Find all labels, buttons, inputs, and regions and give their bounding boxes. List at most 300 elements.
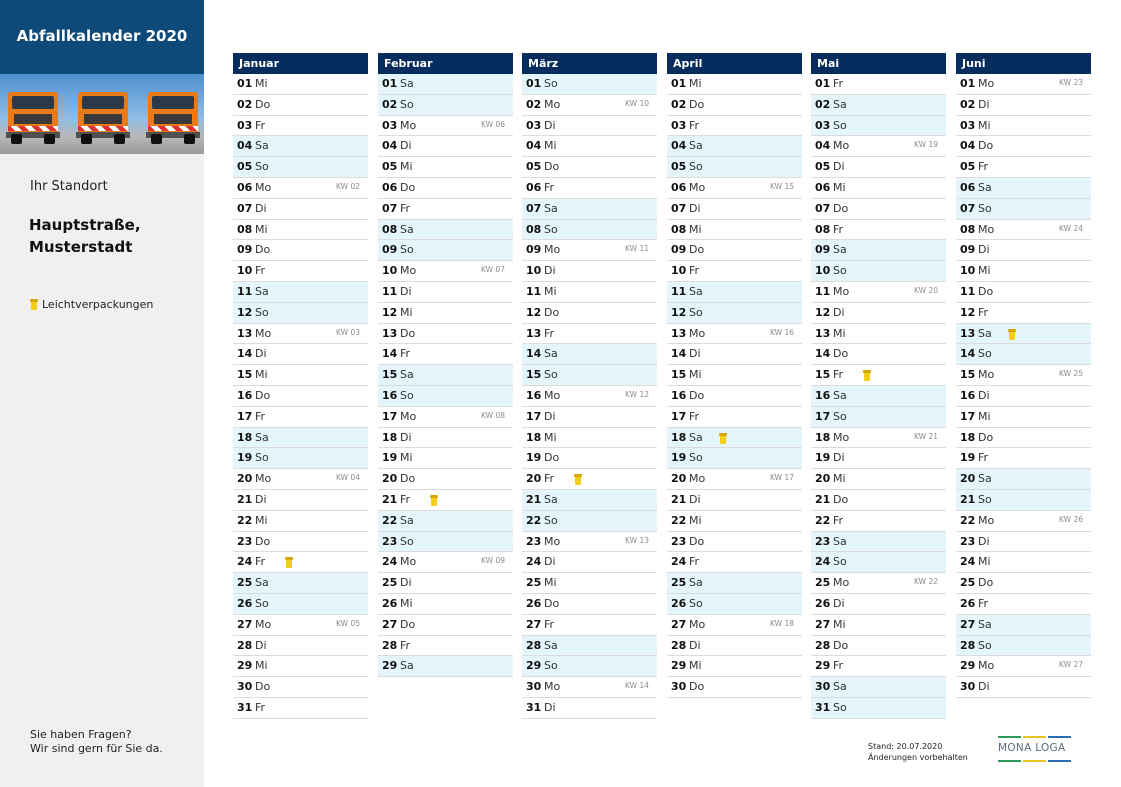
day-number: 23 (671, 534, 687, 548)
truck-illustration (72, 90, 134, 144)
weekday: So (689, 451, 703, 465)
day-number: 14 (815, 347, 831, 361)
day-number: 30 (815, 680, 831, 694)
month-column (378, 53, 513, 677)
day-row (522, 448, 657, 469)
weekday: So (833, 409, 847, 423)
day-number: 21 (815, 492, 831, 506)
day-number: 18 (237, 430, 253, 444)
weekday: Sa (978, 617, 992, 631)
weekday: Di (544, 555, 556, 569)
weekday: Do (833, 201, 849, 215)
weekday: So (833, 700, 847, 714)
day-number: 22 (960, 513, 976, 527)
day-number: 22 (671, 513, 687, 527)
weekday: So (978, 347, 992, 361)
day-number: 13 (382, 326, 398, 340)
day-number: 23 (960, 534, 976, 548)
weekday: Sa (689, 284, 703, 298)
logo-bar (1023, 760, 1046, 762)
day-number: 08 (237, 222, 253, 236)
weekday: Do (689, 243, 705, 257)
day-row (667, 365, 802, 386)
day-row (811, 448, 946, 469)
weekday: Di (689, 347, 701, 361)
weekday: Do (255, 534, 271, 548)
month-column (522, 53, 657, 719)
day-number: 07 (671, 201, 687, 215)
day-number: 28 (960, 638, 976, 652)
day-row (378, 636, 513, 657)
weekday: Fr (833, 368, 844, 382)
day-number: 23 (382, 534, 398, 548)
day-row (233, 344, 368, 365)
day-number: 18 (815, 430, 831, 444)
day-row (233, 74, 368, 95)
day-row (378, 74, 513, 95)
weekday: Do (255, 388, 271, 402)
weekday: Sa (255, 139, 269, 153)
day-number: 25 (382, 576, 398, 590)
day-number: 11 (671, 284, 687, 298)
day-row (522, 636, 657, 657)
day-number: 21 (960, 492, 976, 506)
day-row (378, 220, 513, 241)
weekday: Mi (400, 305, 413, 319)
calendar-week-label: KW 20 (914, 285, 938, 295)
day-number: 27 (237, 617, 253, 631)
weekday: Fr (255, 555, 266, 569)
day-row (522, 677, 657, 698)
weekday: So (689, 160, 703, 174)
day-number: 24 (960, 555, 976, 569)
day-number: 09 (382, 243, 398, 257)
weekday: Mo (978, 222, 995, 236)
weekday: Sa (689, 430, 703, 444)
weekday: Mi (689, 659, 702, 673)
day-number: 23 (526, 534, 542, 548)
day-row (667, 282, 802, 303)
day-number: 21 (526, 492, 542, 506)
weekday: Do (255, 680, 271, 694)
day-row (233, 157, 368, 178)
day-number: 10 (526, 264, 542, 278)
weekday: Fr (544, 326, 555, 340)
day-row (811, 136, 946, 157)
day-row (956, 324, 1091, 345)
day-number: 21 (237, 492, 253, 506)
day-row (667, 532, 802, 553)
day-row (667, 344, 802, 365)
day-row (233, 490, 368, 511)
weekday: Mo (978, 77, 995, 90)
day-number: 17 (237, 409, 253, 423)
day-number: 24 (237, 555, 253, 569)
day-row (522, 220, 657, 241)
weekday: Di (833, 305, 845, 319)
day-row (522, 116, 657, 137)
day-row (956, 178, 1091, 199)
yellow-bin-icon (285, 557, 293, 568)
day-number: 10 (815, 264, 831, 278)
day-number: 02 (671, 97, 687, 111)
day-number: 23 (815, 534, 831, 548)
day-row (378, 511, 513, 532)
day-number: 06 (237, 180, 253, 194)
weekday: Sa (833, 388, 847, 402)
day-row (378, 552, 513, 573)
day-number: 01 (671, 77, 687, 90)
day-number: 10 (237, 264, 253, 278)
day-row (667, 552, 802, 573)
day-row (956, 677, 1091, 698)
weekday: Mo (833, 284, 850, 298)
day-row (233, 469, 368, 490)
calendar-week-label: KW 07 (481, 265, 505, 275)
day-number: 22 (526, 513, 542, 527)
day-number: 29 (815, 659, 831, 673)
day-number: 04 (960, 139, 976, 153)
weekday: Di (689, 638, 701, 652)
calendar-week-label: KW 25 (1059, 369, 1083, 379)
day-number: 05 (237, 160, 253, 174)
weekday: Mi (689, 77, 702, 90)
weekday: So (689, 596, 703, 610)
day-number: 05 (671, 160, 687, 174)
day-number: 08 (960, 222, 976, 236)
weekday: Mo (978, 513, 995, 527)
day-row (811, 594, 946, 615)
weekday: So (400, 534, 414, 548)
day-number: 28 (526, 638, 542, 652)
truck-illustration (2, 90, 64, 144)
weekday: Sa (400, 659, 414, 673)
weekday: Fr (689, 264, 700, 278)
day-number: 21 (671, 492, 687, 506)
weekday: Sa (400, 222, 414, 236)
month-column (667, 53, 802, 698)
weekday: Do (400, 180, 416, 194)
stand-date: Stand: 20.07.2020 (868, 742, 943, 751)
company-logo (998, 736, 1072, 762)
day-number: 29 (526, 659, 542, 673)
calendar-week-label: KW 19 (914, 140, 938, 150)
day-number: 20 (671, 472, 687, 486)
weekday: Mi (544, 576, 557, 590)
day-number: 06 (960, 180, 976, 194)
day-number: 12 (960, 305, 976, 319)
weekday: Mi (400, 451, 413, 465)
day-number: 01 (815, 77, 831, 90)
weekday: So (978, 492, 992, 506)
day-number: 14 (237, 347, 253, 361)
day-row (233, 261, 368, 282)
sidebar-header (0, 0, 204, 74)
day-number: 15 (382, 368, 398, 382)
day-number: 26 (815, 596, 831, 610)
day-row (233, 407, 368, 428)
day-row (956, 157, 1091, 178)
day-row (378, 324, 513, 345)
weekday: Sa (833, 534, 847, 548)
day-row (956, 199, 1091, 220)
truck-illustration (142, 90, 204, 144)
weekday: Fr (833, 222, 844, 236)
weekday: Do (689, 388, 705, 402)
weekday: Sa (400, 513, 414, 527)
day-number: 26 (382, 596, 398, 610)
day-number: 04 (526, 139, 542, 153)
weekday: Sa (689, 576, 703, 590)
calendar-week-label: KW 11 (625, 244, 649, 254)
calendar-week-label: KW 27 (1059, 660, 1083, 670)
calendar-week-label: KW 18 (770, 618, 794, 628)
day-row (378, 469, 513, 490)
day-row (378, 95, 513, 116)
yellow-bin-icon (430, 495, 438, 506)
weekday: Fr (400, 492, 411, 506)
weekday: Mi (544, 284, 557, 298)
weekday: Mo (544, 97, 561, 111)
weekday: Sa (544, 201, 558, 215)
yellow-bin-icon (1008, 329, 1016, 340)
weekday: Di (978, 534, 990, 548)
day-row (233, 428, 368, 449)
month-column (233, 53, 368, 719)
day-row (667, 199, 802, 220)
day-number: 13 (960, 326, 976, 340)
day-row (956, 344, 1091, 365)
day-row (378, 136, 513, 157)
day-row (811, 677, 946, 698)
day-row (522, 407, 657, 428)
day-number: 13 (671, 326, 687, 340)
day-number: 12 (237, 305, 253, 319)
weekday: Fr (400, 347, 411, 361)
month-header: Februar (378, 53, 513, 74)
day-row (956, 407, 1091, 428)
day-row (811, 95, 946, 116)
day-row (956, 469, 1091, 490)
month-header: Januar (233, 53, 368, 74)
calendar-week-label: KW 06 (481, 119, 505, 129)
day-row (811, 220, 946, 241)
day-number: 04 (382, 139, 398, 153)
day-number: 12 (815, 305, 831, 319)
day-row (522, 656, 657, 677)
day-row (378, 386, 513, 407)
weekday: Mo (689, 180, 706, 194)
contact-line: Wir sind gern für Sie da. (30, 742, 163, 755)
weekday: So (544, 77, 558, 90)
day-row (811, 656, 946, 677)
weekday: Mo (544, 243, 561, 257)
day-number: 13 (237, 326, 253, 340)
calendar-week-label: KW 15 (770, 181, 794, 191)
weekday: Mi (833, 180, 846, 194)
day-number: 09 (671, 243, 687, 257)
weekday: So (400, 388, 414, 402)
weekday: Fr (978, 160, 989, 174)
day-row (522, 324, 657, 345)
weekday: Do (544, 451, 560, 465)
day-number: 15 (526, 368, 542, 382)
weekday: Mi (833, 472, 846, 486)
day-number: 25 (815, 576, 831, 590)
weekday: Mo (689, 472, 706, 486)
weekday: Sa (833, 97, 847, 111)
day-row (233, 511, 368, 532)
day-number: 03 (671, 118, 687, 132)
day-row (522, 136, 657, 157)
day-number: 25 (526, 576, 542, 590)
day-number: 05 (526, 160, 542, 174)
day-number: 16 (815, 388, 831, 402)
day-row (667, 636, 802, 657)
day-row (233, 240, 368, 261)
day-number: 26 (237, 596, 253, 610)
day-row (956, 116, 1091, 137)
calendar-week-label: KW 04 (336, 473, 360, 483)
weekday: Di (978, 680, 990, 694)
day-number: 16 (671, 388, 687, 402)
day-row (667, 240, 802, 261)
weekday: Fr (255, 118, 266, 132)
day-number: 07 (960, 201, 976, 215)
day-number: 25 (237, 576, 253, 590)
day-number: 07 (237, 201, 253, 215)
day-row (522, 573, 657, 594)
day-number: 30 (237, 680, 253, 694)
weekday: Mi (255, 513, 268, 527)
day-row (378, 178, 513, 199)
day-row (956, 594, 1091, 615)
day-number: 19 (671, 451, 687, 465)
weekday: Mo (544, 680, 561, 694)
day-row (378, 365, 513, 386)
day-number: 27 (382, 617, 398, 631)
day-row (956, 532, 1091, 553)
calendar-week-label: KW 05 (336, 618, 360, 628)
weekday: Sa (978, 326, 992, 340)
day-row (811, 552, 946, 573)
day-number: 15 (237, 368, 253, 382)
garbage-trucks-image (0, 74, 204, 154)
weekday: Mo (689, 326, 706, 340)
weekday: Fr (689, 118, 700, 132)
weekday: Do (689, 680, 705, 694)
weekday: Mo (400, 264, 417, 278)
month-column (956, 53, 1091, 698)
day-row (667, 511, 802, 532)
day-number: 24 (671, 555, 687, 569)
calendar-week-label: KW 23 (1059, 78, 1083, 87)
day-row (811, 636, 946, 657)
weekday: Sa (689, 139, 703, 153)
weekday: Fr (689, 555, 700, 569)
weekday: Do (544, 596, 560, 610)
weekday: Sa (544, 492, 558, 506)
day-number: 24 (815, 555, 831, 569)
weekday: Di (400, 284, 412, 298)
weekday: Sa (255, 430, 269, 444)
day-number: 10 (671, 264, 687, 278)
day-row (811, 178, 946, 199)
day-number: 11 (960, 284, 976, 298)
weekday: Mo (833, 576, 850, 590)
day-row (811, 573, 946, 594)
day-row (811, 428, 946, 449)
weekday: Mo (689, 617, 706, 631)
day-number: 25 (671, 576, 687, 590)
weekday: Do (833, 347, 849, 361)
day-row (956, 136, 1091, 157)
day-row (667, 157, 802, 178)
weekday: So (833, 555, 847, 569)
day-row (956, 282, 1091, 303)
day-row (667, 220, 802, 241)
day-row (811, 615, 946, 636)
day-number: 22 (237, 513, 253, 527)
day-row (233, 552, 368, 573)
weekday: Mi (978, 409, 991, 423)
day-row (233, 615, 368, 636)
weekday: Sa (833, 680, 847, 694)
day-number: 06 (815, 180, 831, 194)
weekday: Do (978, 139, 994, 153)
day-row (522, 552, 657, 573)
day-row (522, 240, 657, 261)
day-row (378, 157, 513, 178)
day-number: 08 (382, 222, 398, 236)
day-number: 01 (960, 77, 976, 90)
calendar-week-label: KW 26 (1059, 514, 1083, 524)
day-number: 02 (382, 97, 398, 111)
day-row (233, 220, 368, 241)
day-row (378, 282, 513, 303)
weekday: So (833, 118, 847, 132)
weekday: Do (689, 97, 705, 111)
day-number: 06 (526, 180, 542, 194)
day-row (378, 116, 513, 137)
day-row (811, 532, 946, 553)
day-row (811, 74, 946, 95)
day-number: 05 (960, 160, 976, 174)
calendar-week-label: KW 02 (336, 181, 360, 191)
day-number: 08 (526, 222, 542, 236)
logo-bar (998, 760, 1021, 762)
day-number: 30 (960, 680, 976, 694)
day-number: 02 (815, 97, 831, 111)
weekday: Do (255, 243, 271, 257)
weekday: Sa (400, 77, 414, 90)
day-row (378, 594, 513, 615)
weekday: Sa (255, 284, 269, 298)
day-number: 17 (671, 409, 687, 423)
day-row (378, 428, 513, 449)
weekday: Do (833, 492, 849, 506)
day-row (378, 199, 513, 220)
day-row (667, 95, 802, 116)
weekday: Di (255, 638, 267, 652)
weekday: Do (544, 160, 560, 174)
day-number: 21 (382, 492, 398, 506)
weekday: Do (400, 472, 416, 486)
day-row (233, 573, 368, 594)
day-row (811, 365, 946, 386)
calendar-week-label: KW 09 (481, 556, 505, 566)
day-row (667, 116, 802, 137)
